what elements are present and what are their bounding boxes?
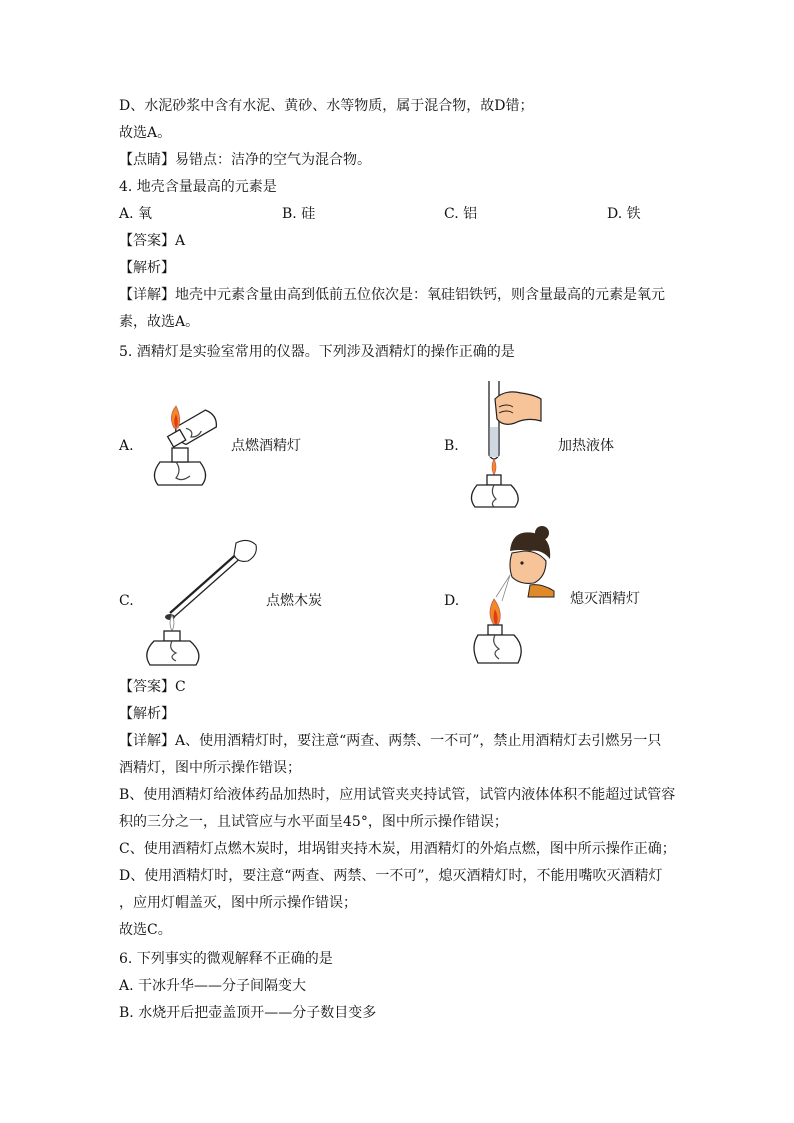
q5-answer: 【答案】C bbox=[119, 679, 186, 695]
q5-detail-line-8: 故选C。 bbox=[119, 922, 172, 938]
q5-figure-b-caption: 加热液体 bbox=[558, 438, 614, 454]
q3-tip-text: 【点睛】易错点：洁净的空气为混合物。 bbox=[119, 152, 371, 168]
q3-choose-text: 故选A。 bbox=[119, 125, 172, 141]
q4-detail-line-1: 【详解】地壳中元素含量由高到低前五位依次是：氧硅铝铁钙，则含量最高的元素是氧元 bbox=[119, 287, 665, 303]
q5-figure-a-letter: A. bbox=[119, 438, 134, 454]
q5-stem: 5. 酒精灯是实验室常用的仪器。下列涉及酒精灯的操作正确的是 bbox=[119, 344, 515, 360]
q6-option-a: A. 干冰升华——分子间隔变大 bbox=[119, 978, 307, 994]
figure-a-lighting-lamp-illustration bbox=[140, 400, 230, 495]
q6-stem: 6. 下列事实的微观解释不正确的是 bbox=[119, 951, 333, 967]
q6-option-b: B. 水烧开后把壶盖顶开——分子数目变多 bbox=[119, 1005, 377, 1021]
q5-figure-d-letter: D. bbox=[444, 593, 460, 609]
q5-detail-line-2: 酒精灯，图中所示操作错误； bbox=[119, 760, 301, 776]
q5-figure-c-caption: 点燃木炭 bbox=[266, 593, 322, 609]
q4-detail-line-2: 素，故选A。 bbox=[119, 314, 200, 330]
q5-figure-c-letter: C. bbox=[119, 593, 134, 609]
q4-analysis-label: 【解析】 bbox=[119, 260, 175, 276]
q5-detail-line-1: 【详解】A、使用酒精灯时，要注意“两查、两禁、一不可”，禁止用酒精灯去引燃另一只 bbox=[119, 733, 662, 749]
q5-detail-line-5: C、使用酒精灯点燃木炭时，坩埚钳夹持木炭，用酒精灯的外焰点燃，图中所示操作正确； bbox=[119, 841, 676, 857]
q4-answer: 【答案】A bbox=[119, 233, 186, 249]
figure-b-heating-liquid-illustration bbox=[465, 377, 555, 512]
figure-c-lighting-charcoal-illustration bbox=[140, 535, 265, 670]
q3-option-d-text: D、水泥砂浆中含有水泥、黄砂、水等物质，属于混合物，故D错； bbox=[119, 98, 534, 114]
q4-option-d: D. 铁 bbox=[607, 206, 641, 222]
q4-stem: 4. 地壳含量最高的元素是 bbox=[119, 179, 277, 195]
q5-detail-line-4: 积的三分之一，且试管应与水平面呈45°，图中所示操作错误； bbox=[119, 814, 508, 830]
q5-detail-line-7: ，应用灯帽盖灭，图中所示操作错误； bbox=[119, 895, 357, 911]
q5-detail-line-3: B、使用酒精灯给液体药品加热时，应用试管夹夹持试管，试管内液体体积不能超过试管容 bbox=[119, 787, 676, 803]
q5-figure-a-caption: 点燃酒精灯 bbox=[231, 438, 301, 454]
q4-option-c: C. 铝 bbox=[444, 206, 478, 222]
q5-figure-b-letter: B. bbox=[444, 438, 459, 454]
figure-d-blowing-out-lamp-illustration bbox=[472, 525, 562, 667]
q4-option-a: A. 氧 bbox=[119, 206, 153, 222]
q5-figure-d-caption: 熄灭酒精灯 bbox=[570, 591, 640, 607]
q5-analysis-label: 【解析】 bbox=[119, 706, 175, 722]
q4-option-b: B. 硅 bbox=[282, 206, 316, 222]
q5-detail-line-6: D、使用酒精灯时，要注意“两查、两禁、一不可”，熄灭酒精灯时，不能用嘴吹灭酒精灯 bbox=[119, 868, 663, 884]
